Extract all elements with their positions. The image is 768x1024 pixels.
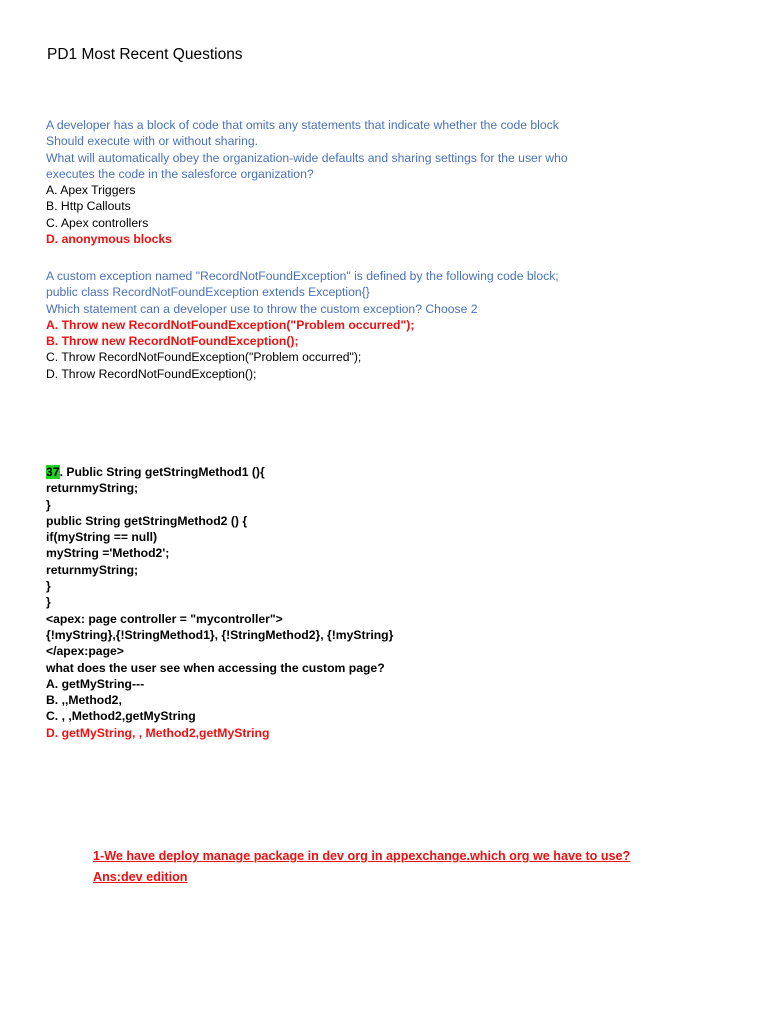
question-37	[46, 464, 393, 741]
correct-option-d: D. getMyString, , Method2,getMyString	[46, 725, 270, 740]
option-a: A. getMyString---	[46, 676, 145, 691]
question-stem-line: Which statement can a developer use to throw the custom exception? Choose 2	[46, 301, 478, 316]
code-line: myString ='Method2';	[46, 546, 170, 561]
question-2	[46, 268, 559, 382]
option-b: B. ,,Method2,	[46, 693, 122, 708]
question-1	[46, 117, 568, 247]
code-line: }	[46, 497, 51, 512]
code-line: </apex:page>	[46, 644, 124, 659]
correct-option-b: B. Throw new RecordNotFoundException();	[46, 334, 299, 349]
answer-text	[93, 867, 630, 888]
option-a: A. Apex Triggers	[46, 183, 136, 198]
correct-option-d: D. anonymous blocks	[46, 232, 172, 247]
code-line: {!myString},{!StringMethod1}, {!StringMethod2}, {!myString}	[46, 627, 394, 642]
question-stem-line: Should execute with or without sharing.	[46, 134, 259, 149]
code-line: if(myString == null)	[46, 530, 158, 545]
question-first-line-text: . Public String getStringMethod1 (){	[59, 465, 265, 479]
option-c: C. , ,Method2,getMyString	[46, 709, 196, 724]
code-line: }	[46, 579, 51, 594]
question-stem-line: executes the code in the salesforce organization?	[46, 166, 314, 181]
code-line: returnmyString;	[46, 562, 139, 577]
question-stem-line: A custom exception named "RecordNotFoundException" is defined by the following code block;	[46, 269, 559, 283]
correct-option-a: A. Throw new RecordNotFoundException("Problem occurred");	[46, 317, 415, 332]
question-stem-line: A developer has a block of code that omits any statements that indicate whether the code block	[46, 118, 559, 132]
question-stem-line: public class RecordNotFoundException extends Exception{}	[46, 285, 370, 300]
question-number-highlight: 37	[46, 465, 60, 479]
option-d: D. Throw RecordNotFoundException();	[46, 366, 257, 381]
question-deploy	[93, 846, 630, 888]
code-line: <apex: page controller = "mycontroller">	[46, 611, 283, 626]
option-c: C. Apex controllers	[46, 215, 149, 230]
page-title: PD1 Most Recent Questions	[47, 46, 243, 63]
code-line: returnmyString;	[46, 481, 139, 496]
question-text	[93, 846, 630, 867]
question-stem-line: What will automatically obey the organization-wide defaults and sharing settings for the user who	[46, 150, 568, 165]
option-c: C. Throw RecordNotFoundException("Problem occurred");	[46, 350, 362, 365]
answer-text-underlined: Ans:dev edition	[93, 870, 188, 884]
question-first-line	[46, 464, 393, 480]
code-line: }	[46, 595, 51, 610]
question-text-underlined: 1-We have deploy manage package in dev org in appexchange.which org we have to use?	[93, 849, 631, 863]
code-line: public String getStringMethod2 () {	[46, 513, 248, 528]
option-b: B. Http Callouts	[46, 199, 131, 214]
question-prompt: what does the user see when accessing the custom page?	[46, 660, 385, 675]
